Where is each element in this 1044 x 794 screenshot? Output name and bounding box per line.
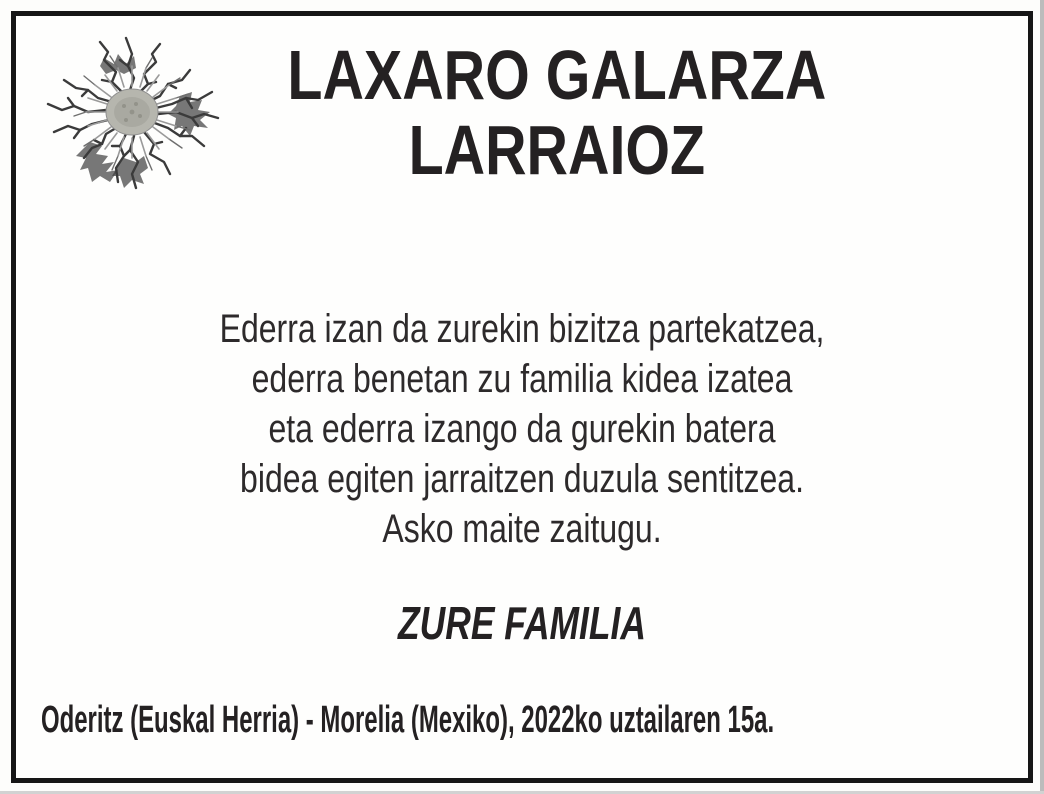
- tribute-text: [117, 304, 927, 554]
- deceased-name-title: [107, 38, 937, 188]
- tribute-line: ederra benetan zu familia kidea izatea: [251, 357, 793, 401]
- tribute-line: eta ederra izango da gurekin batera: [268, 407, 776, 451]
- memorial-card-border: [11, 11, 1033, 783]
- tribute-line: Asko maite zaitugu.: [382, 507, 662, 551]
- places-and-date: Oderitz (Euskal Herria) - Morelia (Mexiko), 2022ko uztailaren 15a.: [41, 699, 775, 741]
- tribute-line: bidea egiten jarraitzen duzula sentitzea.: [240, 457, 804, 501]
- family-signature: ZURE FAMILIA: [398, 597, 646, 649]
- tribute-line: Ederra izan da zurekin bizitza partekatzea,: [219, 307, 825, 351]
- scan-edge-right: [1040, 0, 1044, 794]
- deceased-name-line2: LARRAIOZ: [408, 111, 706, 189]
- deceased-name-line1: LAXARO GALARZA: [287, 36, 827, 114]
